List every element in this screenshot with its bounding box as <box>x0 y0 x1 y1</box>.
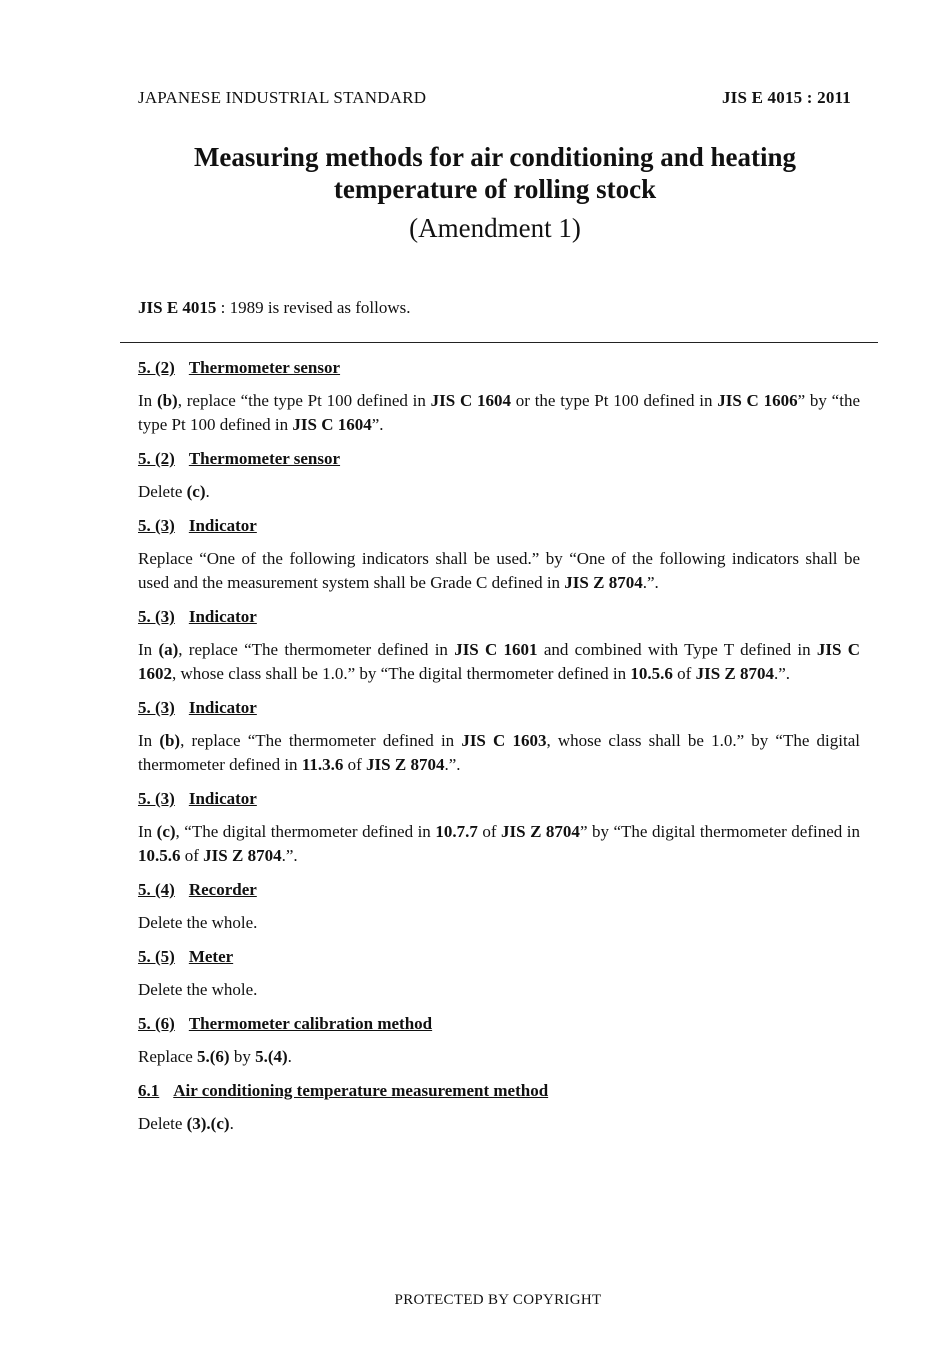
text-bold: JIS C 1604 <box>292 415 372 434</box>
clause-heading <box>138 787 860 811</box>
text-bold: JIS Z 8704 <box>203 846 282 865</box>
amendment-item <box>138 447 860 504</box>
amendment-item <box>138 605 860 686</box>
clause-number: 5. (3) <box>138 698 175 717</box>
title-line-1: Measuring methods for air conditioning and heating <box>193 142 797 172</box>
amendment-item <box>138 514 860 595</box>
document-subtitle: (Amendment 1) <box>409 213 581 243</box>
text-bold: JIS C 1602 <box>138 640 860 683</box>
text-bold: JIS C 1604 <box>430 391 512 410</box>
text-run: or the type Pt 100 defined in <box>511 391 718 410</box>
amendment-list <box>138 356 860 1146</box>
text-run: , whose class shall be 1.0.” by “The digital thermometer defined in <box>172 664 631 683</box>
clause-title: Recorder <box>188 880 257 899</box>
intro-rest: : 1989 is revised as follows. <box>216 298 411 317</box>
text-bold: JIS Z 8704 <box>695 664 774 683</box>
text-bold: JIS C 1606 <box>717 391 798 410</box>
text-run: Replace <box>138 1047 197 1066</box>
text-run: Delete the whole. <box>138 913 258 932</box>
amendment-item <box>138 696 860 777</box>
text-run: of <box>343 755 367 774</box>
text-bold: (c) <box>156 822 176 841</box>
clause-heading <box>138 696 860 720</box>
intro-standard: JIS E 4015 <box>138 298 217 317</box>
clause-title: Indicator <box>188 789 257 808</box>
clause-title: Thermometer sensor <box>188 358 341 377</box>
amendment-text <box>138 1045 860 1069</box>
divider <box>120 342 878 343</box>
clause-title: Thermometer sensor <box>188 449 341 468</box>
amendment-text <box>138 978 860 1002</box>
text-run: ”. <box>371 415 384 434</box>
text-bold: (a) <box>158 640 179 659</box>
text-bold: JIS Z 8704 <box>564 573 643 592</box>
text-run: .”. <box>444 755 461 774</box>
clause-title: Indicator <box>188 607 257 626</box>
text-run: .”. <box>642 573 659 592</box>
text-run: , replace “the type Pt 100 defined in <box>177 391 431 410</box>
clause-number: 5. (3) <box>138 789 175 808</box>
document-title <box>90 141 900 205</box>
text-bold: 10.5.6 <box>138 846 181 865</box>
text-run: In <box>138 731 160 750</box>
text-run: of <box>477 822 501 841</box>
text-run: of <box>180 846 204 865</box>
amendment-item <box>138 356 860 437</box>
clause-heading <box>138 1079 860 1103</box>
text-run: In <box>138 640 159 659</box>
text-bold: 5.(6) <box>197 1047 230 1066</box>
clause-number: 5. (3) <box>138 607 175 626</box>
text-run: and combined with Type T defined in <box>537 640 817 659</box>
text-bold: 10.5.6 <box>630 664 673 683</box>
standard-number: JIS E 4015 : 2011 <box>721 88 851 107</box>
clause-heading <box>138 514 860 538</box>
text-run: .”. <box>281 846 298 865</box>
clause-heading <box>138 605 860 629</box>
amendment-text <box>138 547 860 595</box>
text-run: . <box>205 482 210 501</box>
text-run: , whose class shall be 1.0.” by “The digital thermometer defined in <box>138 731 860 774</box>
text-bold: (b) <box>159 731 181 750</box>
clause-number: 5. (5) <box>138 947 175 966</box>
text-run: Delete <box>138 1114 187 1133</box>
text-bold: (b) <box>156 391 178 410</box>
text-bold: 10.7.7 <box>435 822 478 841</box>
clause-title: Meter <box>188 947 234 966</box>
amendment-text <box>138 1112 860 1136</box>
text-run: . <box>287 1047 292 1066</box>
text-bold: 11.3.6 <box>301 755 344 774</box>
text-run: , replace “The thermometer defined in <box>178 640 455 659</box>
amendment-text <box>138 389 860 437</box>
clause-title: Indicator <box>188 516 257 535</box>
amendment-item <box>138 1012 860 1069</box>
clause-number: 5. (3) <box>138 516 175 535</box>
clause-title: Indicator <box>188 698 257 717</box>
clause-number: 6.1 <box>138 1081 160 1100</box>
amendment-item <box>138 878 860 935</box>
clause-title: Air conditioning temperature measurement method <box>173 1081 549 1100</box>
clause-title: Thermometer calibration method <box>188 1014 433 1033</box>
text-bold: 5.(4) <box>255 1047 288 1066</box>
clause-number: 5. (2) <box>138 449 175 468</box>
clause-heading <box>138 878 860 902</box>
text-bold: JIS Z 8704 <box>366 755 445 774</box>
standard-type: JAPANESE INDUSTRIAL STANDARD <box>138 88 427 107</box>
copyright-footer: PROTECTED BY COPYRIGHT <box>394 1292 602 1308</box>
text-run: ” by “The digital thermometer defined in <box>579 822 860 841</box>
title-line-2: temperature of rolling stock <box>333 174 657 204</box>
clause-heading <box>138 356 860 380</box>
clause-heading <box>138 447 860 471</box>
text-run: ” by “the type Pt 100 defined in <box>138 391 860 434</box>
amendment-item <box>138 787 860 868</box>
amendment-item <box>138 945 860 1002</box>
text-bold: JIS Z 8704 <box>501 822 580 841</box>
amendment-text <box>138 820 860 868</box>
text-run: . <box>229 1114 234 1133</box>
text-run: Replace “One of the following indicators shall be used.” by “One of the following indicators shall be used and the measurement system shall be Grade C defined in <box>138 549 860 592</box>
amendment-text <box>138 729 860 777</box>
text-run: Delete <box>138 482 187 501</box>
text-run: of <box>672 664 696 683</box>
amendment-item <box>138 1079 860 1136</box>
clause-heading <box>138 945 860 969</box>
amendment-text <box>138 911 860 935</box>
text-bold: (c) <box>186 482 206 501</box>
text-bold: JIS C 1603 <box>461 731 547 750</box>
text-run: by <box>229 1047 256 1066</box>
text-run: .”. <box>774 664 791 683</box>
text-bold: JIS C 1601 <box>454 640 538 659</box>
clause-number: 5. (4) <box>138 880 175 899</box>
text-bold: (3).(c) <box>186 1114 230 1133</box>
text-run: Delete the whole. <box>138 980 258 999</box>
amendment-text <box>138 480 860 504</box>
clause-number: 5. (2) <box>138 358 175 377</box>
text-run: In <box>138 391 157 410</box>
text-run: , “The digital thermometer defined in <box>175 822 436 841</box>
text-run: In <box>138 822 157 841</box>
amendment-text <box>138 638 860 686</box>
intro-statement <box>138 298 411 318</box>
clause-heading <box>138 1012 860 1036</box>
page-header <box>138 88 851 114</box>
clause-number: 5. (6) <box>138 1014 175 1033</box>
text-run: , replace “The thermometer defined in <box>180 731 462 750</box>
